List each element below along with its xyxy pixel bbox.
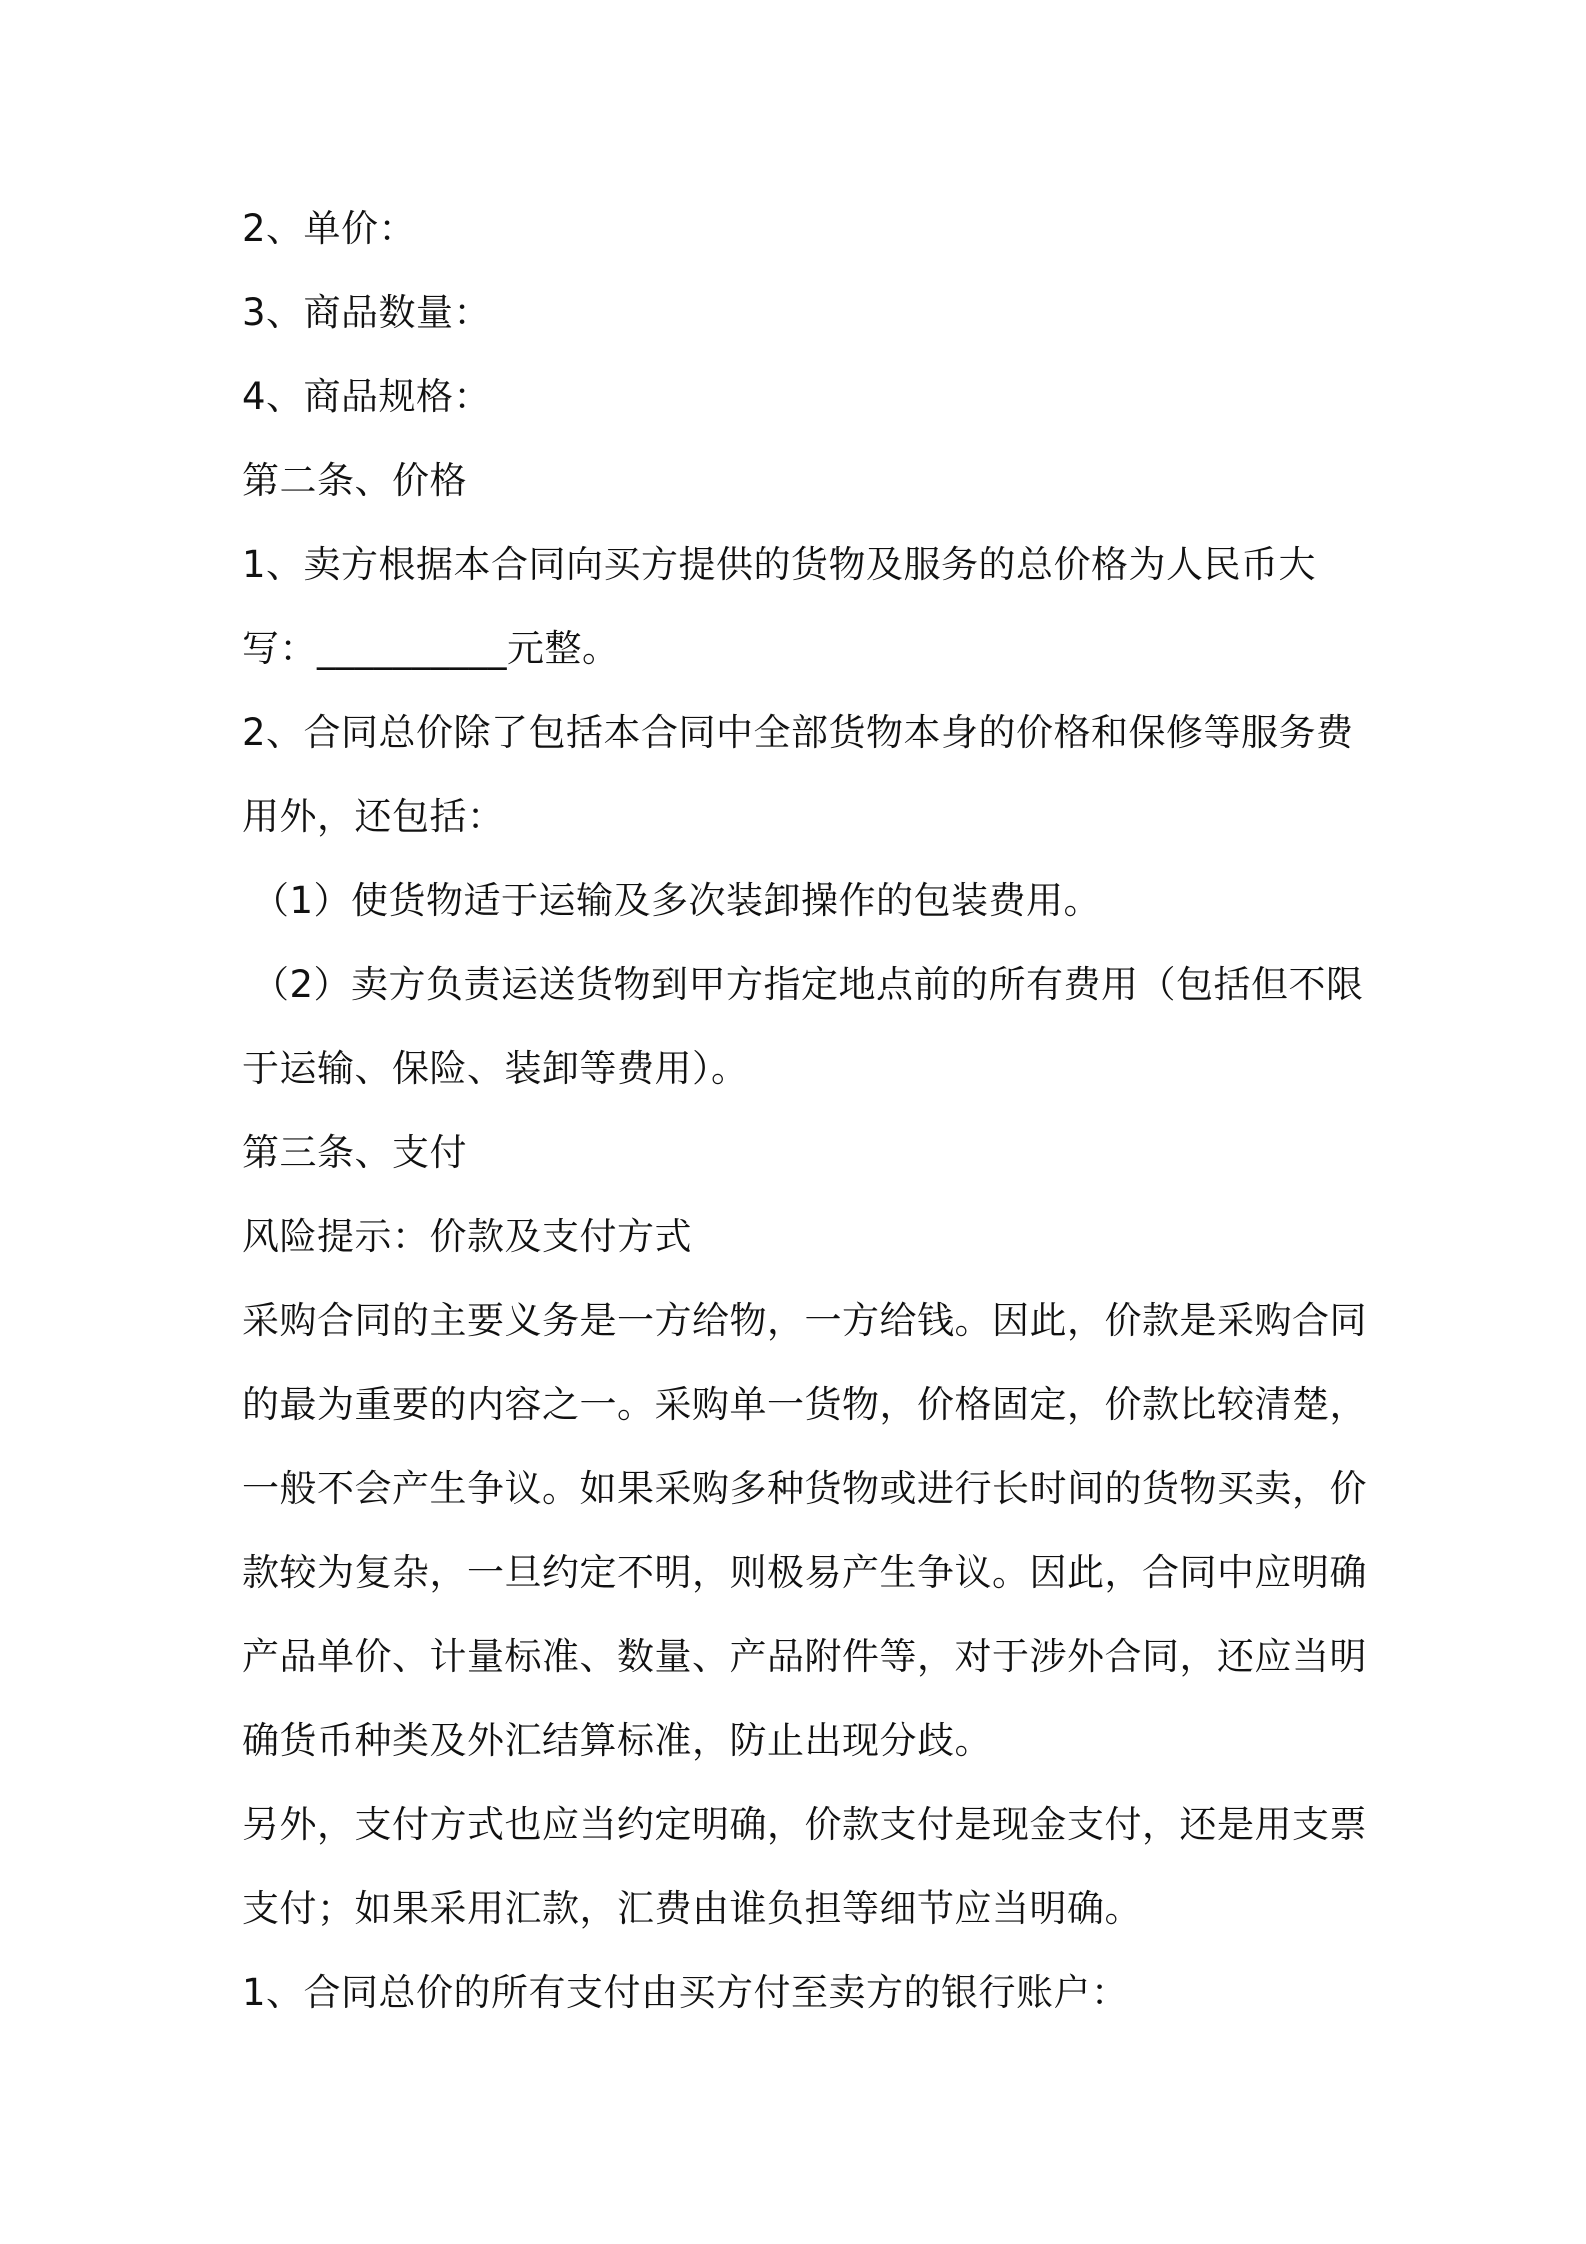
price-subclause-1: （1）使货物适于运输及多次装卸操作的包装费用。 <box>252 879 1102 922</box>
price-subclause-2-line-2: 于运输、保险、装卸等费用）。 <box>242 1047 749 1090</box>
item-quantity: 3、商品数量： <box>242 291 492 334</box>
item-unit-price: 2、单价： <box>242 207 417 250</box>
risk-paragraph-1-line-1: 采购合同的主要义务是一方给物，一方给钱。因此，价款是采购合同 <box>242 1299 1367 1342</box>
article-two-heading: 第二条、价格 <box>242 459 467 502</box>
article-three-heading: 第三条、支付 <box>242 1131 467 1174</box>
price-subclause-2-line-1: （2）卖方负责运送货物到甲方指定地点前的所有费用（包括但不限 <box>252 963 1364 1006</box>
price-clause-1-line-2: 写：__________元整。 <box>242 627 620 670</box>
price-clause-2-line-1: 2、合同总价除了包括本合同中全部货物本身的价格和保修等服务费 <box>242 711 1354 754</box>
payment-clause-1: 1、合同总价的所有支付由买方付至卖方的银行账户： <box>242 1971 1129 2014</box>
price-clause-1-line-1: 1、卖方根据本合同向买方提供的货物及服务的总价格为人民币大 <box>242 543 1317 586</box>
risk-paragraph-1-line-3: 一般不会产生争议。如果采购多种货物或进行长时间的货物买卖，价 <box>242 1467 1367 1510</box>
risk-paragraph-2-line-1: 另外，支付方式也应当约定明确，价款支付是现金支付，还是用支票 <box>242 1803 1367 1846</box>
risk-paragraph-1-line-6: 确货币种类及外汇结算标准，防止出现分歧。 <box>242 1719 992 1762</box>
risk-paragraph-2-line-2: 支付；如果采用汇款，汇费由谁负担等细节应当明确。 <box>242 1887 1142 1930</box>
price-clause-2-line-2: 用外，还包括： <box>242 795 505 838</box>
item-specification: 4、商品规格： <box>242 375 492 418</box>
risk-paragraph-1-line-2: 的最为重要的内容之一。采购单一货物，价格固定，价款比较清楚， <box>242 1383 1367 1426</box>
risk-tip-heading: 风险提示：价款及支付方式 <box>242 1215 692 1258</box>
risk-paragraph-1-line-4: 款较为复杂，一旦约定不明，则极易产生争议。因此，合同中应明确 <box>242 1551 1367 1594</box>
risk-paragraph-1-line-5: 产品单价、计量标准、数量、产品附件等，对于涉外合同，还应当明 <box>242 1635 1367 1678</box>
